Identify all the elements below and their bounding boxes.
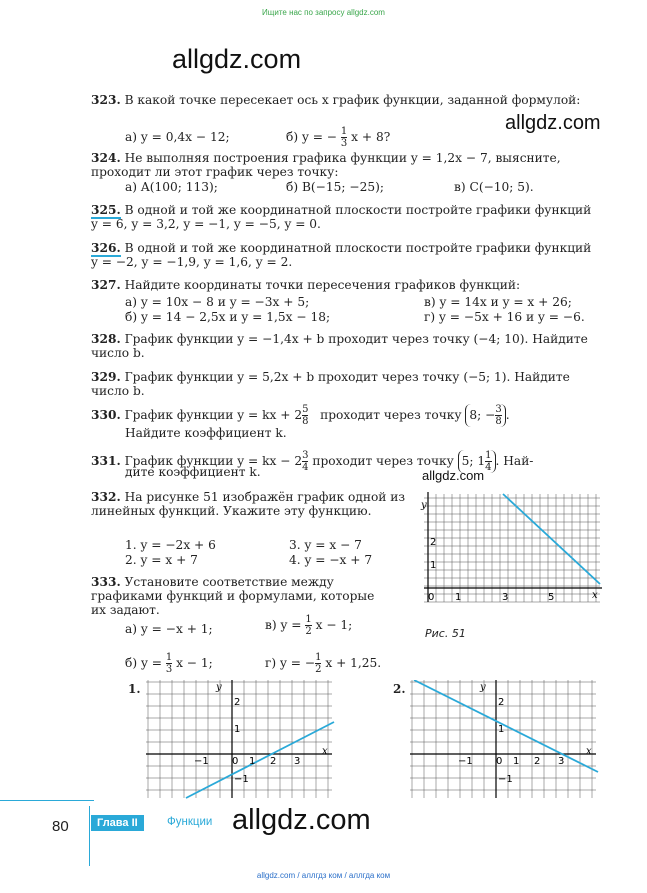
problem-324 xyxy=(91,151,601,179)
option-b: б) B(−15; −25); xyxy=(286,180,384,194)
tick-label: 5 xyxy=(548,592,555,603)
tick-label: 2 xyxy=(498,697,505,708)
problem-331-line2: дите коэффициент k. xyxy=(125,465,261,479)
problem-329 xyxy=(91,370,601,398)
problem-332 xyxy=(91,490,411,518)
axis-label-x: x xyxy=(322,746,328,757)
option-1: 1. y = −2x + 6 xyxy=(125,538,216,552)
axis-label-y: y xyxy=(421,500,427,511)
problem-text: В одной и той же координатной плоскости постройте графики функций y = 6, y = 3,2, y = −1, y = −5, y = 0. xyxy=(91,203,592,231)
problem-text: Не выполняя построения графика функции y = 1,2x − 7, выясните, проходит ли этот график через точку: xyxy=(91,151,561,179)
problem-text: График функции y = 5,2x + b проходит через точку (−5; 1). Найдите число b. xyxy=(91,370,570,398)
fraction-denominator: 2 xyxy=(315,664,322,675)
tick-label: 3 xyxy=(502,592,509,603)
axis-label-x: x xyxy=(586,746,592,757)
problem-text: Найдите координаты точки пересечения графиков функций: xyxy=(124,278,521,292)
problem-text: Установите соответствие между графиками функций и формулами, которые их задают. xyxy=(91,575,375,617)
fraction-denominator: 4 xyxy=(302,462,309,473)
tick-label: 1 xyxy=(513,756,520,767)
problem-number: 328. xyxy=(91,332,121,346)
problem-325 xyxy=(91,203,601,231)
fraction-denominator: 8 xyxy=(495,416,502,427)
option-a: а) y = −x + 1; xyxy=(125,622,213,636)
watermark: allgdz.com xyxy=(505,112,601,134)
option-c: в) y = 14x и y = x + 26; xyxy=(424,295,572,309)
axis-label-y: y xyxy=(216,682,222,693)
tick-label: 1 xyxy=(455,592,462,603)
tick-label: 0 xyxy=(496,756,503,767)
option-a: а) y = 10x − 8 и y = −3x + 5; xyxy=(125,295,310,309)
top-banner[interactable]: Ищите нас по запросу allgdz.com xyxy=(262,8,385,17)
problem-330-line2: Найдите коэффициент k. xyxy=(125,426,287,440)
option-4: 4. y = −x + 7 xyxy=(289,553,373,567)
tick-label: 0 xyxy=(428,592,435,603)
figure-51 xyxy=(420,490,606,608)
problem-text: График функции y = kx + 2 xyxy=(124,408,303,422)
watermark: allgdz.com xyxy=(172,44,302,74)
tick-label: 1 xyxy=(498,724,505,735)
option-prefix: в) y = xyxy=(265,618,306,632)
tick-label: 2 xyxy=(270,756,277,767)
axis-label-x: x xyxy=(592,590,598,601)
option-2: 2. y = x + 7 xyxy=(125,553,198,567)
problem-number: 330. xyxy=(91,408,121,422)
tick-label: −1 xyxy=(234,774,249,785)
option-b xyxy=(286,126,390,149)
problem-number: 325. xyxy=(91,203,121,217)
fraction-denominator: 3 xyxy=(165,664,173,675)
fraction-numerator: 1 xyxy=(340,126,348,137)
graph-2 xyxy=(410,680,600,800)
graph-1 xyxy=(146,680,336,800)
fraction-numerator: 1 xyxy=(165,652,173,663)
fraction-numerator: 3 xyxy=(302,450,309,461)
point-coords: 5; 1 xyxy=(461,454,486,468)
fraction-denominator: 2 xyxy=(305,626,312,637)
problem-327 xyxy=(91,278,601,292)
page-number: 80 xyxy=(52,818,69,835)
tick-label: 1 xyxy=(430,560,437,571)
watermark: allgdz.com xyxy=(422,468,485,483)
tick-label: 1 xyxy=(234,724,241,735)
option-a: а) y = 0,4x − 12; xyxy=(125,130,230,144)
chapter-badge: Глава II xyxy=(91,815,144,831)
footer-divider xyxy=(89,806,90,866)
problem-text: В какой точке пересекает ось x график функции, заданной формулой: xyxy=(124,93,581,107)
problem-number: 329. xyxy=(91,370,121,384)
problem-323 xyxy=(91,93,601,107)
option-a: а) A(100; 113); xyxy=(125,180,218,194)
problem-text: проходит через точку xyxy=(320,408,462,422)
axis-label-y: y xyxy=(480,682,486,693)
problem-326 xyxy=(91,241,601,269)
graph-label: 2. xyxy=(393,682,406,696)
option-prefix: г) y = − xyxy=(265,656,316,670)
tick-label: 2 xyxy=(234,697,241,708)
bottom-links[interactable]: allgdz.com / аллгдз ком / аллгда ком xyxy=(256,871,391,880)
problem-328 xyxy=(91,332,601,360)
option-d: г) y = −5x + 16 и y = −6. xyxy=(424,310,585,324)
problem-330-line1: 330. График функции y = kx + 2 $\frac{5}{8}$ проходит через точку 8; − $\frac{3}{8}$ . xyxy=(91,404,510,427)
problem-number: 324. xyxy=(91,151,121,165)
fraction-denominator: 3 xyxy=(340,138,348,149)
problem-number: 332. xyxy=(91,490,121,504)
option-3: 3. y = x − 7 xyxy=(289,538,362,552)
option-b xyxy=(125,652,213,675)
problem-text: . Най- xyxy=(495,454,534,468)
figure-caption: Рис. 51 xyxy=(425,627,466,640)
option-b-prefix: б) y = − xyxy=(286,130,338,144)
tick-label: −1 xyxy=(458,756,473,767)
option-rest: x − 1; xyxy=(176,656,213,670)
fraction-denominator: 4 xyxy=(485,462,492,473)
problem-number: 327. xyxy=(91,278,121,292)
option-g xyxy=(265,652,381,675)
tick-label: 3 xyxy=(558,756,565,767)
fraction-denominator: 8 xyxy=(302,416,309,427)
problem-text: График функции y = kx − 2 xyxy=(124,454,303,468)
option-v xyxy=(265,614,352,637)
tick-label: 2 xyxy=(534,756,541,767)
fraction-numerator: 1 xyxy=(315,652,322,663)
option-prefix: б) y = xyxy=(125,656,166,670)
fraction-numerator: 1 xyxy=(485,450,492,461)
fraction-numerator: 5 xyxy=(302,404,309,415)
tick-label: 3 xyxy=(294,756,301,767)
watermark: allgdz.com xyxy=(232,804,371,836)
problem-text: В одной и той же координатной плоскости постройте графики функций y = −2, y = −1,9, y = 1,6, y = 2. xyxy=(91,241,592,269)
problem-number: 323. xyxy=(91,93,121,107)
option-rest: x − 1; xyxy=(315,618,353,632)
chapter-title: Функции xyxy=(167,816,213,828)
tick-label: −1 xyxy=(194,756,209,767)
problem-333 xyxy=(91,575,381,617)
problem-number: 326. xyxy=(91,241,121,255)
tick-label: −1 xyxy=(498,774,513,785)
tick-label: 0 xyxy=(232,756,239,767)
fraction-numerator: 1 xyxy=(305,614,312,625)
problem-text: проходит через точку xyxy=(312,454,454,468)
problem-text: График функции y = −1,4x + b проходит через точку (−4; 10). Найдите число b. xyxy=(91,332,588,360)
problem-number: 331. xyxy=(91,454,121,468)
option-rest: x + 1,25. xyxy=(325,656,382,670)
footer-rule xyxy=(0,800,94,801)
problem-number: 333. xyxy=(91,575,121,589)
problem-text: На рисунке 51 изображён график одной из линейных функций. Укажите эту функцию. xyxy=(91,490,406,518)
option-b-rest: x + 8? xyxy=(351,130,391,144)
tick-label: 2 xyxy=(430,537,437,548)
point-coords: 8; − xyxy=(469,408,496,422)
fraction-numerator: 3 xyxy=(495,404,502,415)
tick-label: 1 xyxy=(249,756,256,767)
option-c: в) C(−10; 5). xyxy=(454,180,534,194)
graph-label: 1. xyxy=(128,682,141,696)
option-b: б) y = 14 − 2,5x и y = 1,5x − 18; xyxy=(125,310,331,324)
